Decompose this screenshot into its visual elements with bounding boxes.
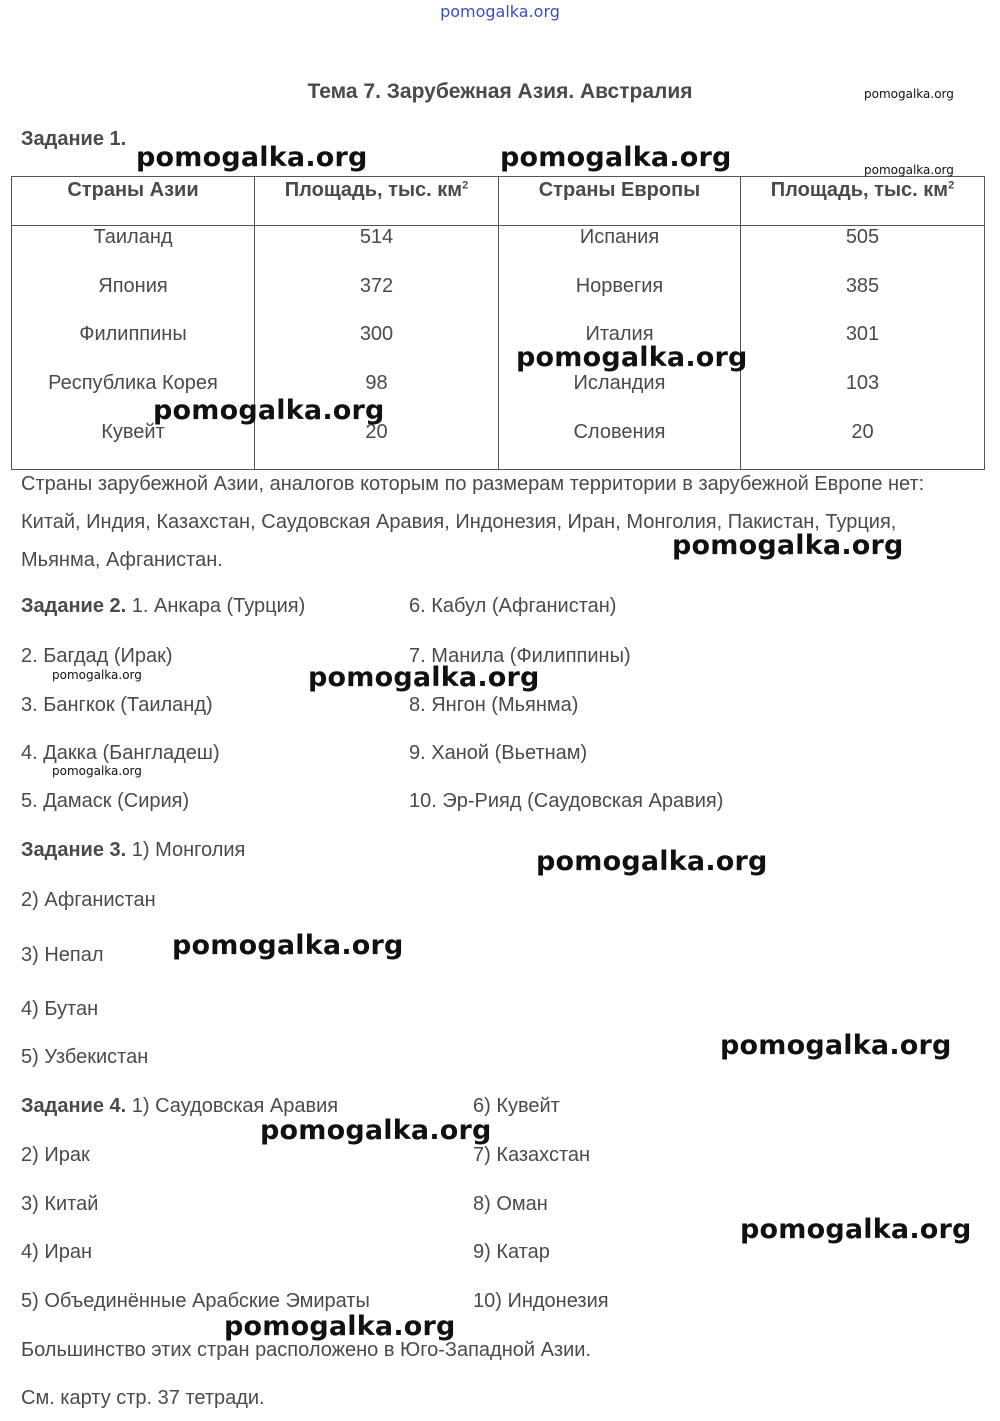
watermark: pomogalka.org xyxy=(864,87,954,101)
task4-item: 5) Объединённые Арабские Эмираты xyxy=(21,1290,370,1312)
table-cell-asia-country: Япония xyxy=(98,274,168,297)
watermark: pomogalka.org xyxy=(260,1115,492,1146)
task2-item: 7. Манила (Филиппины) xyxy=(409,645,631,667)
task2-item: 6. Кабул (Афганистан) xyxy=(409,595,617,617)
task2-item: Задание 2. 1. Анкара (Турция) xyxy=(21,595,306,617)
task2-item: 2. Багдад (Ирак) xyxy=(21,645,173,667)
task2-item: 5. Дамаск (Сирия) xyxy=(21,790,190,812)
table-cell-asia-country: Кувейт xyxy=(101,420,165,443)
watermark: pomogalka.org xyxy=(153,395,385,426)
watermark: pomogalka.org xyxy=(516,342,748,373)
task2-item: 3. Бангкок (Таиланд) xyxy=(21,694,213,716)
watermark: pomogalka.org xyxy=(136,142,368,173)
watermark: pomogalka.org xyxy=(308,662,540,693)
site-link[interactable]: pomogalka.org xyxy=(440,2,560,21)
table-cell-europe-area: 385 xyxy=(845,274,880,297)
watermark: pomogalka.org xyxy=(536,846,768,877)
table-cell-asia-country: Филиппины xyxy=(79,323,187,346)
task4-item: 8) Оман xyxy=(473,1193,548,1215)
table-cell-europe-area: 505 xyxy=(845,226,880,248)
table-cell-europe-area: 103 xyxy=(845,372,880,395)
table-cell-europe-country: Италия xyxy=(585,323,654,346)
table-cell-europe-country: Испания xyxy=(579,226,660,248)
task4-item: 7) Казахстан xyxy=(473,1144,591,1166)
task3-item: 3) Непал xyxy=(21,944,104,966)
task4-item: 10) Индонезия xyxy=(473,1290,609,1312)
task3-item: 5) Узбекистан xyxy=(21,1046,149,1068)
task3-item: Задание 3. 1) Монголия xyxy=(21,839,246,861)
task2-item: 8. Янгон (Мьянма) xyxy=(409,694,579,716)
task2-item: 4. Дакка (Бангладеш) xyxy=(21,742,220,764)
table-cell-asia-area: 372 xyxy=(359,274,394,297)
table-cell-asia-area: 300 xyxy=(359,323,394,346)
watermark: pomogalka.org xyxy=(740,1214,972,1245)
task1-note: Страны зарубежной Азии, аналогов которым по размерам территории в зарубежной Европе нет: Китай, Индия, Казахстан, Саудовская Аравия, Индонезия, Иран, Монголия, Пакистан, Турция, Мьянма, Афганистан. xyxy=(21,473,925,571)
watermark: pomogalka.org xyxy=(720,1030,952,1061)
watermark: pomogalka.org xyxy=(864,163,954,177)
watermark: pomogalka.org xyxy=(672,530,904,561)
table-cell-asia-area: 514 xyxy=(359,226,394,248)
watermark: pomogalka.org xyxy=(52,764,142,778)
table-header-area: Площадь, тыс. $км^2$ xyxy=(284,179,469,201)
table-cell-europe-country: Исландия xyxy=(573,372,666,395)
table-cell-europe-country: Норвегия xyxy=(575,274,664,297)
watermark: pomogalka.org xyxy=(172,930,404,961)
table-cell-asia-area: 98 xyxy=(365,372,388,395)
task4-item: 4) Иран xyxy=(21,1241,93,1263)
table-header-asia: Страны Азии xyxy=(67,179,199,201)
table-cell-asia-country: Республика Корея xyxy=(48,372,218,395)
task4-map-reference: См. карту стр. 37 тетради. xyxy=(21,1387,265,1409)
task4-item: 2) Ирак xyxy=(21,1144,90,1166)
table-header-europe: Страны Европы xyxy=(538,179,701,201)
watermark: pomogalka.org xyxy=(224,1311,456,1342)
table-cell-europe-country: Словения xyxy=(573,420,666,443)
table-cell-europe-area: 20 xyxy=(851,420,874,443)
table-cell-asia-country: Таиланд xyxy=(93,226,173,248)
task2-item: 10. Эр-Рияд (Саудовская Аравия) xyxy=(409,790,724,812)
task4-item: 9) Катар xyxy=(473,1241,550,1263)
task4-item: 6) Кувейт xyxy=(473,1095,560,1117)
table-cell-europe-area: 301 xyxy=(845,323,880,346)
watermark: pomogalka.org xyxy=(500,142,732,173)
table-header-area: Площадь, тыс. $км^2$ xyxy=(770,179,955,201)
page-title: Тема 7. Зарубежная Азия. Австралия xyxy=(307,80,693,103)
watermark: pomogalka.org xyxy=(52,668,142,682)
task4-item: Задание 4. 1) Саудовская Аравия xyxy=(21,1095,339,1117)
task1-heading: Задание 1. xyxy=(21,128,127,150)
task4-item: 3) Китай xyxy=(21,1193,99,1215)
table-cell-asia-area: 20 xyxy=(365,420,388,443)
task4-conclusion: Большинство этих стран расположено в Юго-Западной Азии. xyxy=(21,1339,591,1361)
task3-item: 4) Бутан xyxy=(21,998,99,1020)
task2-item: 9. Ханой (Вьетнам) xyxy=(409,742,588,764)
task3-item: 2) Афганистан xyxy=(21,889,156,911)
